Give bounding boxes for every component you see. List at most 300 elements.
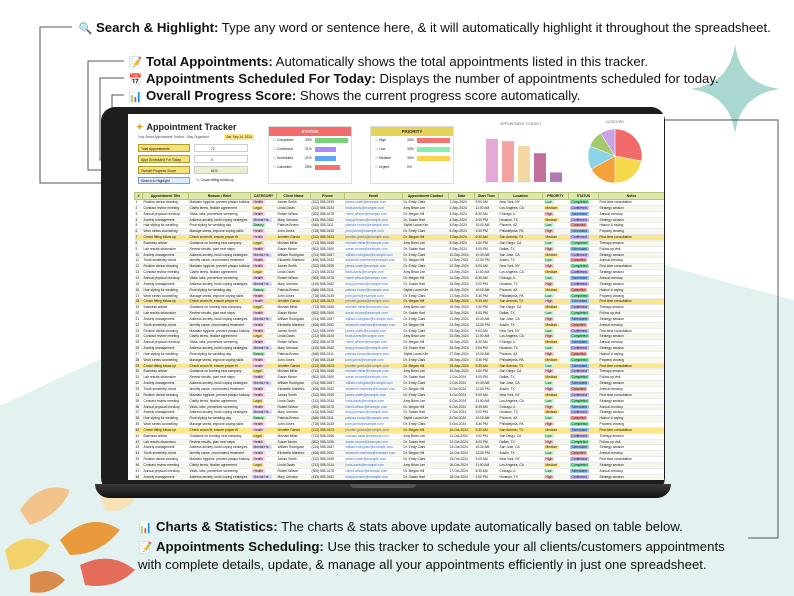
table-cell[interactable]: (415) 555-0162 [311, 346, 345, 352]
table-cell[interactable]: Final styling for wedding day [189, 416, 251, 422]
table-cell[interactable]: Identify cause, recommend treatment [189, 387, 251, 393]
table-cell[interactable]: Dallas, TX [499, 311, 543, 317]
table-cell[interactable]: Annual checkup [599, 404, 665, 410]
table-cell[interactable]: 21-Sep-2024 [449, 316, 475, 322]
column-header[interactable]: Appointment Title [143, 193, 189, 200]
table-cell[interactable]: Amy Brian Lee [403, 433, 449, 439]
table-cell[interactable]: 5 [135, 223, 143, 229]
table-cell[interactable]: Routine dental cleaning [143, 457, 189, 463]
table-cell[interactable]: 47 [135, 468, 143, 474]
table-cell[interactable]: Austin, TX [499, 258, 543, 264]
table-cell[interactable]: Patricia Brown [277, 416, 311, 422]
table-cell[interactable]: 2:00 PM [475, 346, 499, 352]
table-cell[interactable]: Business advice [143, 369, 189, 375]
table-cell[interactable]: 11:00 AM [475, 398, 499, 404]
table-cell[interactable]: Anxiety management [143, 252, 189, 258]
table-cell[interactable]: (214) 555-0187 [311, 445, 345, 451]
table-cell[interactable]: (602) 555-0190 [311, 375, 345, 381]
table-cell[interactable]: New York, NY [499, 392, 543, 398]
column-header[interactable]: CATEGORY [251, 193, 277, 200]
table-cell[interactable]: San Antonio, TX [499, 299, 543, 305]
table-cell[interactable]: Houston, TX [499, 217, 543, 223]
table-cell[interactable]: 3:30 PM [475, 422, 499, 428]
table-cell[interactable]: Guidance on forming new company [189, 433, 251, 439]
table-cell[interactable]: Houston, TX [499, 474, 543, 480]
table-cell[interactable]: 13 [135, 270, 143, 276]
table-cell[interactable]: Review results, plan next steps [189, 375, 251, 381]
table-cell[interactable]: James Smith [277, 457, 311, 463]
table-cell[interactable]: 24 [135, 334, 143, 340]
table-cell[interactable]: Chicago, IL [499, 275, 543, 281]
table-cell[interactable]: 34 [135, 392, 143, 398]
table-cell[interactable]: 27-Sep-2024 [449, 351, 475, 357]
table-cell[interactable]: (305) 555-0178 [311, 211, 345, 217]
table-cell[interactable]: Maintain hygiene, prevent plaque buildup [189, 457, 250, 462]
table-cell[interactable]: Routine dental cleaning [143, 392, 189, 398]
search-input[interactable]: 🔍 Crown fitting follow-up [196, 177, 254, 184]
table-cell[interactable]: Annual checkup [599, 468, 665, 474]
column-header[interactable]: PRIORITY [543, 193, 569, 200]
table-cell[interactable]: 35 [135, 398, 143, 404]
table-cell[interactable]: James Smith [277, 264, 311, 270]
table-cell[interactable]: (212) 555-0134 [311, 270, 345, 276]
table-cell[interactable]: 8:30 AM [475, 468, 499, 474]
table-cell[interactable]: William Rodriguez [277, 445, 311, 451]
table-cell[interactable]: Address anxiety, build coping strategies [189, 445, 251, 451]
table-cell[interactable]: Clarify terms, finalize agreement [189, 270, 251, 276]
table-cell[interactable]: 11-Sep-2024 [449, 258, 475, 264]
table-cell[interactable]: Dr. Megan Hill [403, 275, 449, 281]
table-cell[interactable]: Strategy session [599, 474, 665, 480]
table-cell[interactable]: susan.moore@example.com [345, 439, 403, 445]
table-cell[interactable]: Annual checkup [599, 387, 665, 393]
table-cell[interactable]: Haircut & styling [599, 287, 665, 293]
table-cell[interactable]: Mary Johnson [277, 217, 311, 223]
table-cell[interactable]: 10:00 AM [475, 223, 499, 229]
table-cell[interactable]: Los Angeles, CA [499, 205, 543, 211]
table-cell[interactable]: 19-Sep-2024 [449, 305, 475, 311]
table-cell[interactable]: robert.wilson@example.com [345, 468, 403, 474]
table-cell[interactable]: 21 [135, 316, 143, 322]
table-cell[interactable]: (646) 555-0111 [311, 416, 345, 422]
table-cell[interactable]: 20 [135, 311, 143, 317]
table-cell[interactable]: (312) 555-0199 [311, 264, 345, 270]
table-cell[interactable]: Jennifer Garcia [277, 363, 311, 369]
table-cell[interactable]: (312) 555-0199 [311, 328, 345, 334]
table-cell[interactable]: elizabeth.martinez@example.com [345, 387, 403, 393]
table-cell[interactable]: patricia.brown@example.com [345, 287, 403, 293]
table-cell[interactable]: Contract review meeting [143, 398, 189, 404]
table-cell[interactable]: mary.johnson@example.com [345, 410, 403, 416]
table-cell[interactable]: Houston, TX [499, 410, 543, 416]
column-header[interactable]: Email [345, 193, 403, 200]
table-cell[interactable]: Houston, TX [499, 281, 543, 287]
table-cell[interactable]: Elizabeth Martinez [277, 451, 311, 457]
table-cell[interactable]: Chicago, IL [499, 211, 543, 217]
table-cell[interactable]: 1:00 PM [475, 369, 499, 375]
table-cell[interactable]: Michael Miller [277, 240, 311, 246]
table-cell[interactable]: 29-Sep-2024 [449, 363, 475, 369]
table-cell[interactable]: 19 [135, 305, 143, 311]
table-cell[interactable]: Routine dental cleaning [143, 328, 189, 334]
table-cell[interactable]: Business advice [143, 433, 189, 439]
table-cell[interactable]: Linda Davis [277, 462, 311, 468]
table-cell[interactable]: 31 [135, 375, 143, 381]
table-cell[interactable]: 10:30 AM [475, 252, 499, 258]
table-cell[interactable]: Dr. Susan Hart [403, 375, 449, 381]
table-cell[interactable]: 4 [135, 217, 143, 223]
table-cell[interactable]: Dr. Emily Clark [403, 381, 449, 387]
table-cell[interactable]: Robert Wilson [277, 275, 311, 281]
table-cell[interactable]: 1:00 PM [475, 305, 499, 311]
table-cell[interactable]: 9:00 AM [475, 264, 499, 270]
table-cell[interactable]: 23 [135, 328, 143, 334]
table-cell[interactable]: Crown fitting follow-up [143, 235, 189, 241]
table-cell[interactable]: 8:30 AM [475, 211, 499, 217]
column-header[interactable]: Location [499, 193, 543, 200]
table-cell[interactable]: Anxiety management [143, 381, 189, 387]
table-cell[interactable]: linda.davis@example.com [345, 462, 403, 468]
table-cell[interactable]: 26 [135, 346, 143, 352]
table-cell[interactable]: Work stress counseling [143, 422, 189, 428]
table-cell[interactable]: elizabeth.martinez@example.com [345, 258, 403, 264]
table-cell[interactable]: mary.johnson@example.com [345, 346, 403, 352]
table-cell[interactable]: Stylist Laura Kim [403, 287, 449, 293]
table-cell[interactable]: (408) 555-0152 [311, 451, 345, 457]
table-cell[interactable]: Routine dental cleaning [143, 264, 189, 270]
table-cell[interactable]: Elizabeth Martinez [277, 258, 311, 264]
table-cell[interactable]: Phoenix, AZ [499, 223, 543, 229]
table-cell[interactable]: (602) 555-0190 [311, 311, 345, 317]
table-cell[interactable]: 8:30 AM [475, 340, 499, 346]
table-cell[interactable]: john.jones@example.com [345, 229, 403, 235]
table-cell[interactable]: 26-Sep-2024 [449, 346, 475, 352]
table-cell[interactable]: susan.moore@example.com [345, 246, 403, 252]
table-cell[interactable]: Work stress counseling [143, 357, 189, 363]
table-cell[interactable]: Haircut & styling [599, 223, 665, 229]
table-cell[interactable]: (312) 555-0199 [311, 457, 345, 463]
table-cell[interactable]: Lab results discussion [143, 375, 189, 381]
table-cell[interactable]: Dr. Susan Hart [403, 246, 449, 252]
table-cell[interactable]: 39 [135, 422, 143, 428]
table-cell[interactable]: Routine dental cleaning [143, 200, 189, 206]
table-cell[interactable]: 18-Sep-2024 [449, 299, 475, 305]
table-cell[interactable]: San Diego, CA [499, 305, 543, 311]
table-cell[interactable]: john.jones@example.com [345, 422, 403, 428]
table-cell[interactable]: 46 [135, 462, 143, 468]
table-cell[interactable]: Dr. Emily Clark [403, 252, 449, 258]
table-cell[interactable]: (408) 555-0152 [311, 387, 345, 393]
table-cell[interactable]: 9:30 AM [475, 235, 499, 241]
table-cell[interactable]: Houston, TX [499, 346, 543, 352]
table-cell[interactable]: San Jose, CA [499, 252, 543, 258]
table-cell[interactable]: Strategy session [599, 410, 665, 416]
table-cell[interactable]: Maintain hygiene, prevent plaque buildup [189, 328, 250, 333]
table-cell[interactable]: Amy Brian Lee [403, 369, 449, 375]
table-cell[interactable]: 38 [135, 416, 143, 422]
table-cell[interactable]: 4-Oct-2024 [449, 392, 475, 398]
table-cell[interactable]: (305) 555-0178 [311, 340, 345, 346]
table-cell[interactable]: robert.wilson@example.com [345, 404, 403, 410]
table-cell[interactable]: Property viewing [599, 293, 665, 299]
table-cell[interactable]: Annual physical checkup [143, 404, 189, 410]
table-cell[interactable]: (718) 555-0145 [311, 293, 345, 299]
table-cell[interactable]: william.rodriguez@example.com [345, 445, 403, 451]
table-cell[interactable]: Annual checkup [599, 275, 665, 281]
table-cell[interactable]: (212) 555-0123 [311, 235, 345, 241]
table-cell[interactable]: (214) 555-0187 [311, 252, 345, 258]
table-cell[interactable]: First-time consultation [599, 328, 665, 334]
table-cell[interactable]: 15-Oct-2024 [449, 457, 475, 463]
table-cell[interactable]: Annual checkup [599, 340, 665, 346]
table-cell[interactable]: (212) 555-0123 [311, 299, 345, 305]
table-cell[interactable]: First-time consultation [599, 299, 665, 305]
table-cell[interactable]: Review results, plan next steps [189, 246, 251, 252]
table-cell[interactable]: Final styling for wedding day [189, 351, 251, 357]
table-cell[interactable]: Follow-up visit [599, 439, 665, 445]
table-cell[interactable]: New York, NY [499, 457, 543, 463]
table-cell[interactable]: Dr. Megan Hill [403, 340, 449, 346]
table-cell[interactable]: Haircut & styling [599, 351, 665, 357]
table-cell[interactable]: San Antonio, TX [499, 235, 543, 241]
table-cell[interactable]: 2 [135, 205, 143, 211]
table-cell[interactable]: 42 [135, 439, 143, 445]
table-cell[interactable]: Dr. Megan Hill [403, 387, 449, 393]
table-cell[interactable]: (408) 555-0152 [311, 258, 345, 264]
table-cell[interactable]: 3:30 PM [475, 293, 499, 299]
table-cell[interactable]: james.smith@example.com [345, 392, 403, 398]
table-cell[interactable]: Dr. Megan Hill [403, 322, 449, 328]
table-cell[interactable]: linda.davis@example.com [345, 270, 403, 276]
table-cell[interactable]: 12-Oct-2024 [449, 439, 475, 445]
table-cell[interactable]: Linda Davis [277, 270, 311, 276]
table-cell[interactable]: 10:00 AM [475, 287, 499, 293]
table-cell[interactable]: Dr. Megan Hill [403, 211, 449, 217]
table-cell[interactable]: jennifer.garcia@example.com [345, 235, 403, 241]
table-cell[interactable]: elizabeth.martinez@example.com [345, 451, 403, 457]
table-cell[interactable]: william.rodriguez@example.com [345, 252, 403, 258]
table-cell[interactable]: Dr. Susan Hart [403, 439, 449, 445]
table-cell[interactable]: patricia.brown@example.com [345, 223, 403, 229]
table-cell[interactable]: patricia.brown@example.com [345, 416, 403, 422]
table-cell[interactable]: Dr. Megan Hill [403, 404, 449, 410]
table-cell[interactable]: Strategy session [599, 398, 665, 404]
table-cell[interactable]: robert.wilson@example.com [345, 211, 403, 217]
table-cell[interactable]: 3-Sep-2024 [449, 211, 475, 217]
table-cell[interactable]: Vitals, labs, preventive screening [189, 211, 251, 217]
table-cell[interactable]: (713) 555-0166 [311, 240, 345, 246]
table-cell[interactable]: 8 [135, 240, 143, 246]
table-cell[interactable]: Strategy session [599, 217, 665, 223]
table-cell[interactable]: 12:00 PM [475, 322, 499, 328]
table-cell[interactable]: 7-Sep-2024 [449, 235, 475, 241]
table-cell[interactable]: Manage stress, improve coping skills [189, 293, 251, 299]
table-cell[interactable]: First-time consultation [599, 457, 665, 463]
table-cell[interactable]: 13-Sep-2024 [449, 270, 475, 276]
table-cell[interactable]: Mary Johnson [277, 410, 311, 416]
table-cell[interactable]: 27 [135, 351, 143, 357]
table-cell[interactable]: Amy Brian Lee [403, 305, 449, 311]
table-cell[interactable]: Dr. Emily Clark [403, 264, 449, 270]
table-cell[interactable]: (646) 555-0111 [311, 287, 345, 293]
table-cell[interactable]: Dr. Susan Hart [403, 217, 449, 223]
table-cell[interactable]: 3 [135, 211, 143, 217]
table-cell[interactable]: Vitals, labs, preventive screening [189, 340, 251, 346]
table-cell[interactable]: 9:00 AM [475, 392, 499, 398]
table-cell[interactable]: mary.johnson@example.com [345, 281, 403, 287]
table-cell[interactable]: Guidance on forming new company [189, 305, 251, 311]
table-cell[interactable]: 16-Sep-2024 [449, 287, 475, 293]
table-cell[interactable]: (713) 555-0166 [311, 433, 345, 439]
table-cell[interactable]: 12:00 PM [475, 258, 499, 264]
table-cell[interactable]: Annual physical checkup [143, 340, 189, 346]
table-cell[interactable]: Manage stress, improve coping skills [189, 357, 251, 363]
table-cell[interactable]: Check crown fit, ensure proper fit [189, 299, 251, 305]
table-cell[interactable]: 28-Sep-2024 [449, 357, 475, 363]
table-cell[interactable]: 41 [135, 433, 143, 439]
table-cell[interactable]: 9:30 AM [475, 299, 499, 305]
table-cell[interactable]: john.jones@example.com [345, 357, 403, 363]
table-cell[interactable]: Los Angeles, CA [499, 462, 543, 468]
table-cell[interactable]: 32 [135, 381, 143, 387]
table-cell[interactable]: Therapy session [599, 433, 665, 439]
table-cell[interactable]: (212) 555-0134 [311, 462, 345, 468]
table-cell[interactable]: Dallas, TX [499, 439, 543, 445]
table-cell[interactable]: Annual physical checkup [143, 275, 189, 281]
table-cell[interactable]: 10:30 AM [475, 445, 499, 451]
table-cell[interactable]: 9:30 AM [475, 363, 499, 369]
table-cell[interactable]: Check crown fit, ensure proper fit [189, 363, 251, 369]
table-cell[interactable]: (713) 555-0166 [311, 305, 345, 311]
table-cell[interactable]: 10-Sep-2024 [449, 252, 475, 258]
table-cell[interactable]: Elizabeth Martinez [277, 322, 311, 328]
table-cell[interactable]: mary.johnson@example.com [345, 217, 403, 223]
table-cell[interactable]: 11:00 AM [475, 462, 499, 468]
table-cell[interactable]: 29 [135, 363, 143, 369]
column-header[interactable]: Start Time [475, 193, 499, 200]
table-cell[interactable]: Michael Miller [277, 369, 311, 375]
table-cell[interactable]: 14-Oct-2024 [449, 451, 475, 457]
table-cell[interactable]: 1:00 PM [475, 433, 499, 439]
table-cell[interactable]: (646) 555-0111 [311, 223, 345, 229]
table-cell[interactable]: Check crown fit, ensure proper fit [189, 235, 251, 241]
table-cell[interactable]: patricia.brown@example.com [345, 351, 403, 357]
table-cell[interactable]: John Jones [277, 422, 311, 428]
column-header[interactable]: Date [449, 193, 475, 200]
table-cell[interactable]: New York, NY [499, 200, 543, 206]
table-cell[interactable]: Austin, TX [499, 322, 543, 328]
column-header[interactable]: # [135, 193, 143, 200]
table-cell[interactable]: 10:30 AM [475, 316, 499, 322]
table-cell[interactable]: Crown fitting follow-up [143, 363, 189, 369]
table-cell[interactable]: Anxiety management [143, 316, 189, 322]
table-cell[interactable]: 22 [135, 322, 143, 328]
column-header[interactable]: Phone [311, 193, 345, 200]
table-cell[interactable]: Strategy session [599, 252, 665, 258]
table-cell[interactable]: 12-Sep-2024 [449, 264, 475, 270]
table-cell[interactable]: 24-Sep-2024 [449, 334, 475, 340]
table-cell[interactable]: michael.miller@example.com [345, 305, 403, 311]
table-cell[interactable]: 25-Sep-2024 [449, 340, 475, 346]
column-header[interactable]: Client Name [277, 193, 311, 200]
table-cell[interactable]: linda.davis@example.com [345, 334, 403, 340]
table-cell[interactable]: Review results, plan next steps [189, 439, 251, 445]
table-cell[interactable]: Identify cause, recommend treatment [189, 322, 251, 328]
table-cell[interactable]: Jennifer Garcia [277, 427, 311, 433]
table-cell[interactable]: Anxiety management [143, 346, 189, 352]
table-cell[interactable]: 30-Sep-2024 [449, 369, 475, 375]
table-cell[interactable]: William Rodriguez [277, 381, 311, 387]
table-cell[interactable]: Robert Wilson [277, 340, 311, 346]
table-cell[interactable]: Patricia Brown [277, 351, 311, 357]
table-cell[interactable]: 15-Sep-2024 [449, 281, 475, 287]
table-cell[interactable]: 43 [135, 445, 143, 451]
table-cell[interactable]: 17-Sep-2024 [449, 293, 475, 299]
table-cell[interactable]: Amy Brian Lee [403, 240, 449, 246]
table-cell[interactable]: Property viewing [599, 422, 665, 428]
table-cell[interactable]: Final styling for wedding day [189, 223, 251, 229]
table-cell[interactable]: Robert Wilson [277, 211, 311, 217]
table-cell[interactable]: 9:30 AM [475, 427, 499, 433]
table-cell[interactable]: 25 [135, 340, 143, 346]
table-cell[interactable]: Linda Davis [277, 398, 311, 404]
table-cell[interactable]: James Smith [277, 392, 311, 398]
table-cell[interactable]: 11-Oct-2024 [449, 433, 475, 439]
table-cell[interactable]: (305) 555-0178 [311, 468, 345, 474]
table-cell[interactable]: 2-Oct-2024 [449, 381, 475, 387]
table-cell[interactable]: Patricia Brown [277, 223, 311, 229]
table-cell[interactable]: Haircut & styling [599, 416, 665, 422]
table-cell[interactable]: Contract review meeting [143, 205, 189, 211]
table-cell[interactable]: Philadelphia, PA [499, 357, 543, 363]
table-cell[interactable]: Therapy session [599, 369, 665, 375]
table-cell[interactable]: 10-Oct-2024 [449, 427, 475, 433]
table-cell[interactable]: Robert Wilson [277, 404, 311, 410]
table-cell[interactable]: Annual checkup [599, 211, 665, 217]
table-cell[interactable]: 7-Oct-2024 [449, 410, 475, 416]
table-cell[interactable]: Susan Moore [277, 246, 311, 252]
table-cell[interactable]: jennifer.garcia@example.com [345, 427, 403, 433]
table-cell[interactable]: Jennifer Garcia [277, 299, 311, 305]
table-cell[interactable]: Anxiety management [143, 281, 189, 287]
table-cell[interactable]: Maintain hygiene, prevent plaque buildup [189, 200, 250, 204]
table-cell[interactable]: (312) 555-0199 [311, 200, 345, 206]
table-cell[interactable]: (713) 555-0166 [311, 369, 345, 375]
table-cell[interactable]: Mary Johnson [277, 346, 311, 352]
table-cell[interactable]: 12:00 PM [475, 451, 499, 457]
table-cell[interactable]: Lab results discussion [143, 311, 189, 317]
table-cell[interactable]: Strategy session [599, 205, 665, 211]
table-cell[interactable]: (602) 555-0190 [311, 439, 345, 445]
table-cell[interactable]: 17-Oct-2024 [449, 468, 475, 474]
table-cell[interactable]: Tooth sensitivity check [143, 387, 189, 393]
table-cell[interactable]: 8-Oct-2024 [449, 416, 475, 422]
table-cell[interactable]: Amy Brian Lee [403, 334, 449, 340]
table-cell[interactable]: Therapy session [599, 240, 665, 246]
table-cell[interactable]: Dr. Emily Clark [403, 229, 449, 235]
table-cell[interactable]: First-time consultation [599, 200, 665, 206]
table-cell[interactable]: Strategy session [599, 381, 665, 387]
table-cell[interactable]: Strategy session [599, 346, 665, 352]
table-cell[interactable]: (212) 555-0123 [311, 427, 345, 433]
table-cell[interactable]: (212) 555-0134 [311, 205, 345, 211]
table-cell[interactable]: Review results, plan next steps [189, 311, 251, 317]
table-cell[interactable]: susan.moore@example.com [345, 311, 403, 317]
table-cell[interactable]: (602) 555-0190 [311, 246, 345, 252]
table-cell[interactable]: Crown fitting follow-up [143, 427, 189, 433]
table-cell[interactable]: San Jose, CA [499, 381, 543, 387]
table-cell[interactable]: 5-Oct-2024 [449, 398, 475, 404]
